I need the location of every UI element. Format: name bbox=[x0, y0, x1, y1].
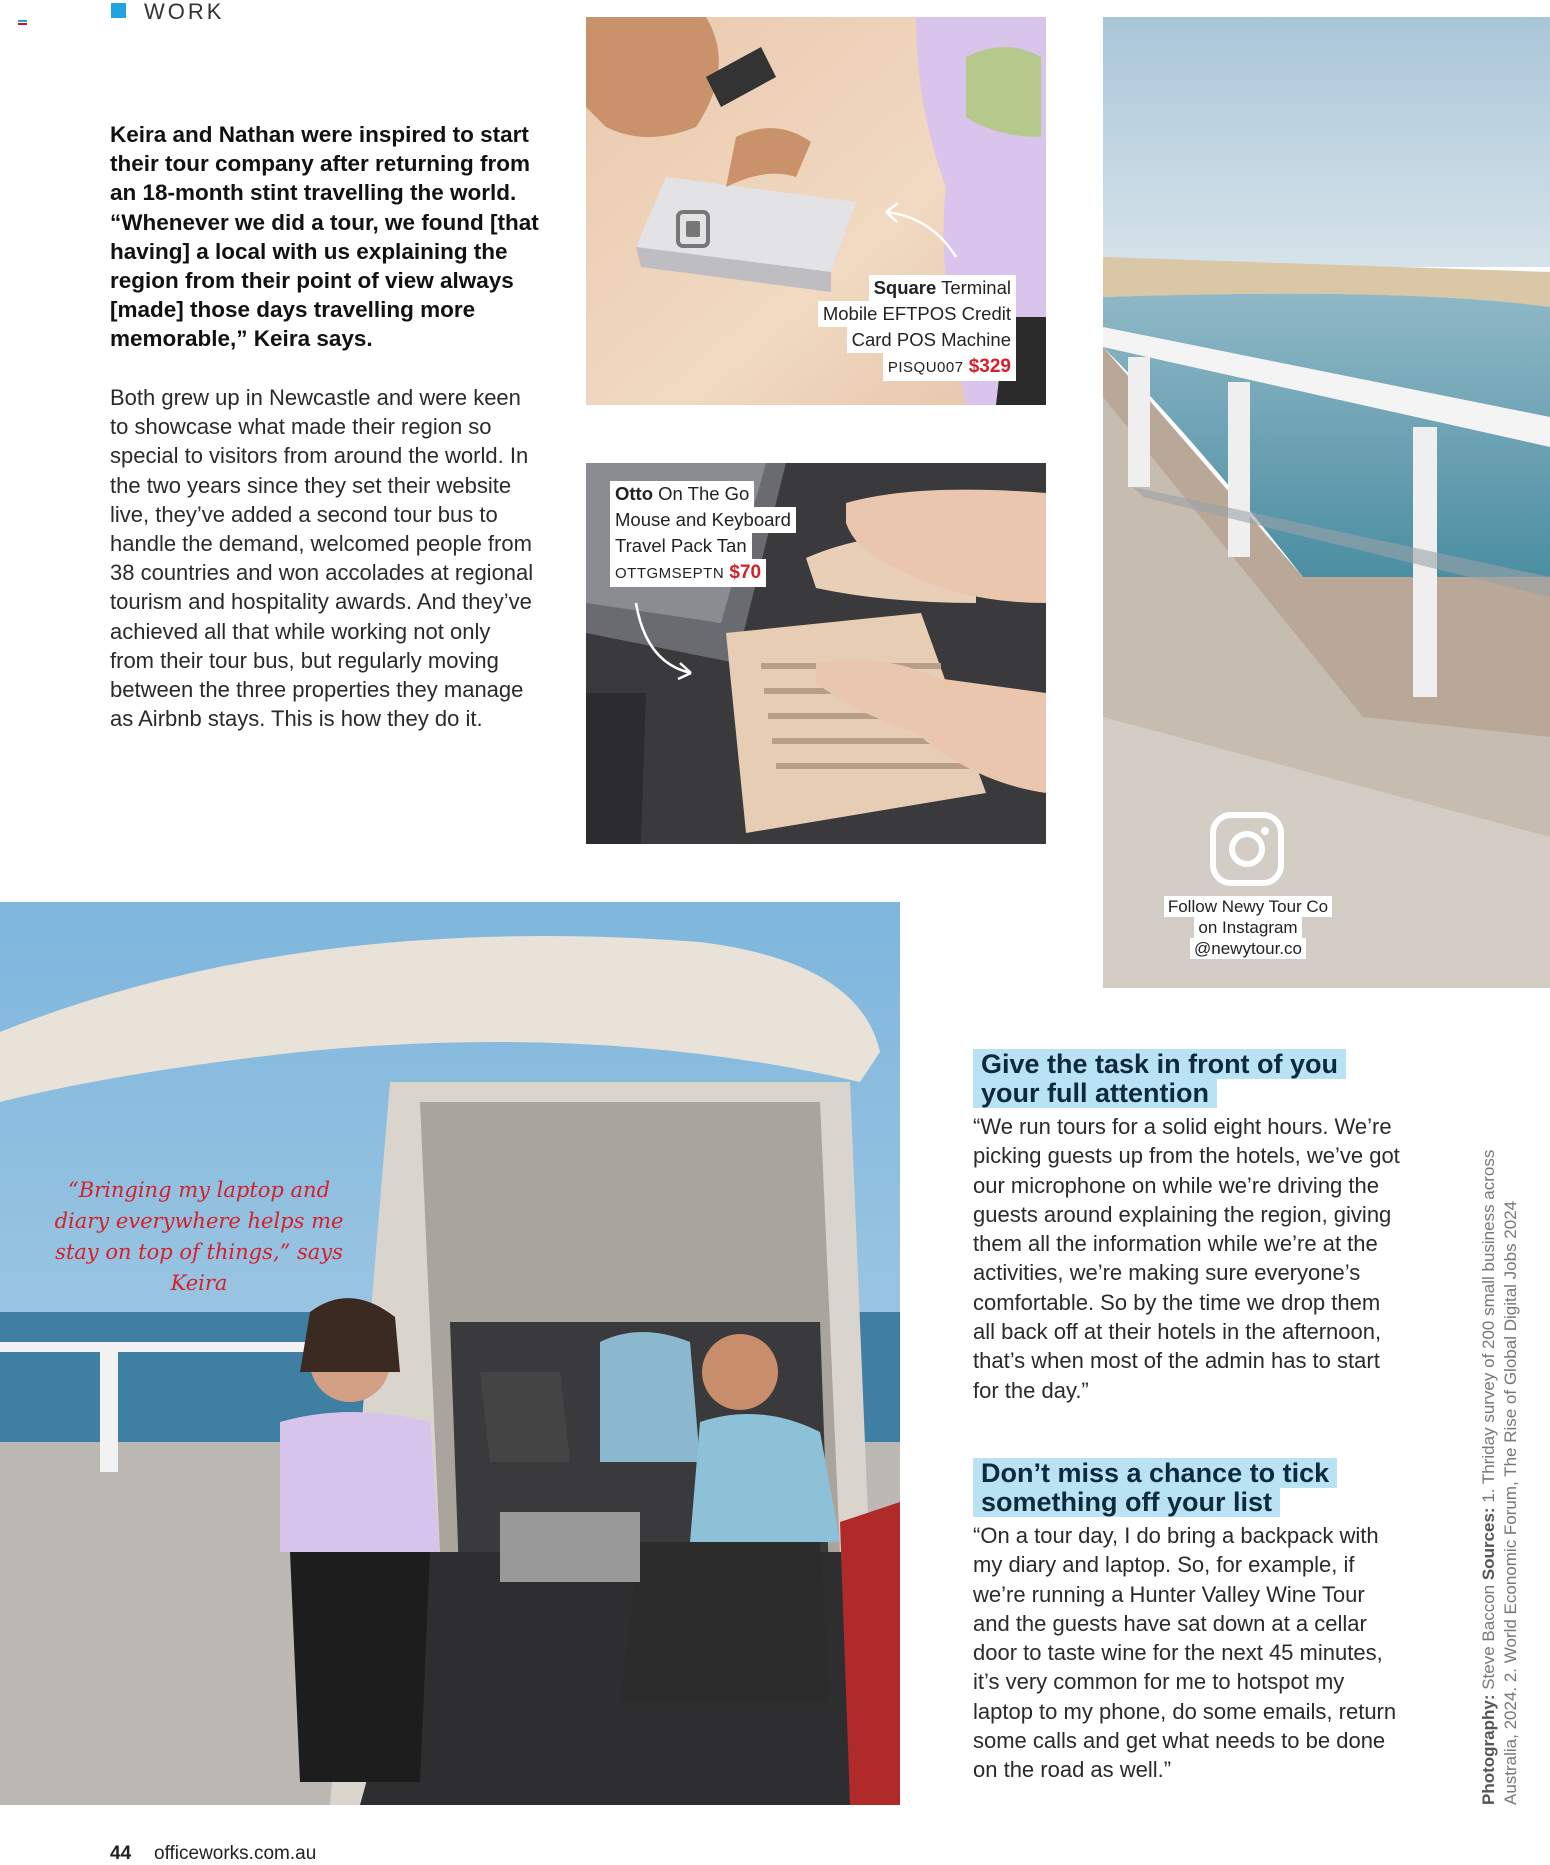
credits-sources-label: Sources: bbox=[1479, 1507, 1498, 1581]
terminal-name: Terminal bbox=[936, 277, 1011, 298]
terminal-photo bbox=[586, 17, 1046, 405]
terminal-product-label bbox=[818, 275, 1016, 381]
credits-sources-text: 1. Thriday survey of 200 small business across Australia, 2024. 2. World Economic Forum, The Rise of Global Digital Jobs 2024 bbox=[1479, 1149, 1520, 1805]
tip1-heading bbox=[973, 1050, 1373, 1108]
terminal-code: PISQU007 bbox=[887, 359, 964, 376]
otto-name: On The Go bbox=[653, 483, 750, 504]
tip2-heading-text: Don’t miss a chance to tick something off your list bbox=[973, 1458, 1337, 1517]
body-paragraph: Both grew up in Newcastle and were keen to showcase what made their region so special to visitors from around the world. In the two years since they set their website live, they’ve added a second tour bus to handle the demand, welcomed people from 38 countries and won accolades at regional tourism and hospitality awards. And they’ve achieved all that while working not only from their tour bus, but regularly moving between the three properties they manage as Airbnb stays. This is how they do it. bbox=[110, 385, 534, 732]
flag-mark bbox=[18, 20, 27, 26]
otto-brand: Otto bbox=[615, 483, 654, 504]
terminal-price: $329 bbox=[968, 356, 1011, 377]
credits-photo-label: Photography: bbox=[1479, 1694, 1498, 1805]
otto-line3: Travel Pack Tan bbox=[610, 533, 752, 559]
tip2-text: “On a tour day, I do bring a backpack with my diary and laptop. So, for example, if we’re running a Hunter Valley Wine Tour and the guests have sat down at a cellar door to taste wine for the next 45 minutes, it’s very common for me to hotspot my laptop to my phone, do some emails, return some calls and get what needs to be done on the road as well.” bbox=[973, 1523, 1397, 1783]
instagram-icon[interactable] bbox=[1210, 812, 1284, 886]
terminal-line2: Mobile EFTPOS Credit bbox=[818, 301, 1016, 327]
footer-url[interactable]: officeworks.com.au bbox=[154, 1843, 317, 1864]
tip1-heading-text: Give the task in front of you your full attention bbox=[973, 1049, 1346, 1108]
beach-photo bbox=[1103, 17, 1550, 988]
otto-product-label bbox=[610, 481, 796, 587]
otto-price: $70 bbox=[729, 562, 762, 583]
section-label: WORK bbox=[144, 0, 225, 24]
otto-line2: Mouse and Keyboard bbox=[610, 507, 796, 533]
instagram-handle[interactable]: @newytour.co bbox=[1190, 938, 1306, 959]
credits-photo-name: Steve Baccon bbox=[1479, 1580, 1498, 1695]
section-square-icon bbox=[111, 3, 126, 18]
tip1-text: “We run tours for a solid eight hours. We’re picking guests up from the hotels, we’ve got our microphone on while we’re driving the guests around explaining the region, giving them all the information while we’re at the activities, we’re making sure everyone’s comfortable. So by the time we drop them all back off at their hotels in the afternoon, that’s when most of the admin has to start for the day.” bbox=[973, 1114, 1400, 1403]
instagram-line1: Follow Newy Tour Co bbox=[1164, 896, 1332, 917]
page-number: 44 bbox=[110, 1843, 132, 1864]
terminal-line3: Card POS Machine bbox=[847, 327, 1016, 353]
instagram-follow-text bbox=[1148, 896, 1348, 959]
keyboard-photo bbox=[586, 463, 1046, 844]
intro-paragraph: Keira and Nathan were inspired to start their tour company after returning from an 18-month stint travelling the world. “Whenever we did a tour, we found [that having] a local with us explaining the region from their point of view always [made] those days travelling more memorable,” Keira says. bbox=[110, 122, 539, 352]
terminal-brand: Square bbox=[873, 277, 937, 298]
van-pull-quote: “Bringing my laptop and diary everywhere helps me stay on top of things,” says Keira bbox=[54, 1178, 344, 1295]
tip2-heading bbox=[973, 1459, 1373, 1517]
otto-code: OTTGMSEPTN bbox=[615, 565, 725, 582]
van-photo bbox=[0, 902, 900, 1805]
instagram-line2: on Instagram bbox=[1194, 917, 1301, 938]
credits bbox=[1478, 1115, 1522, 1805]
